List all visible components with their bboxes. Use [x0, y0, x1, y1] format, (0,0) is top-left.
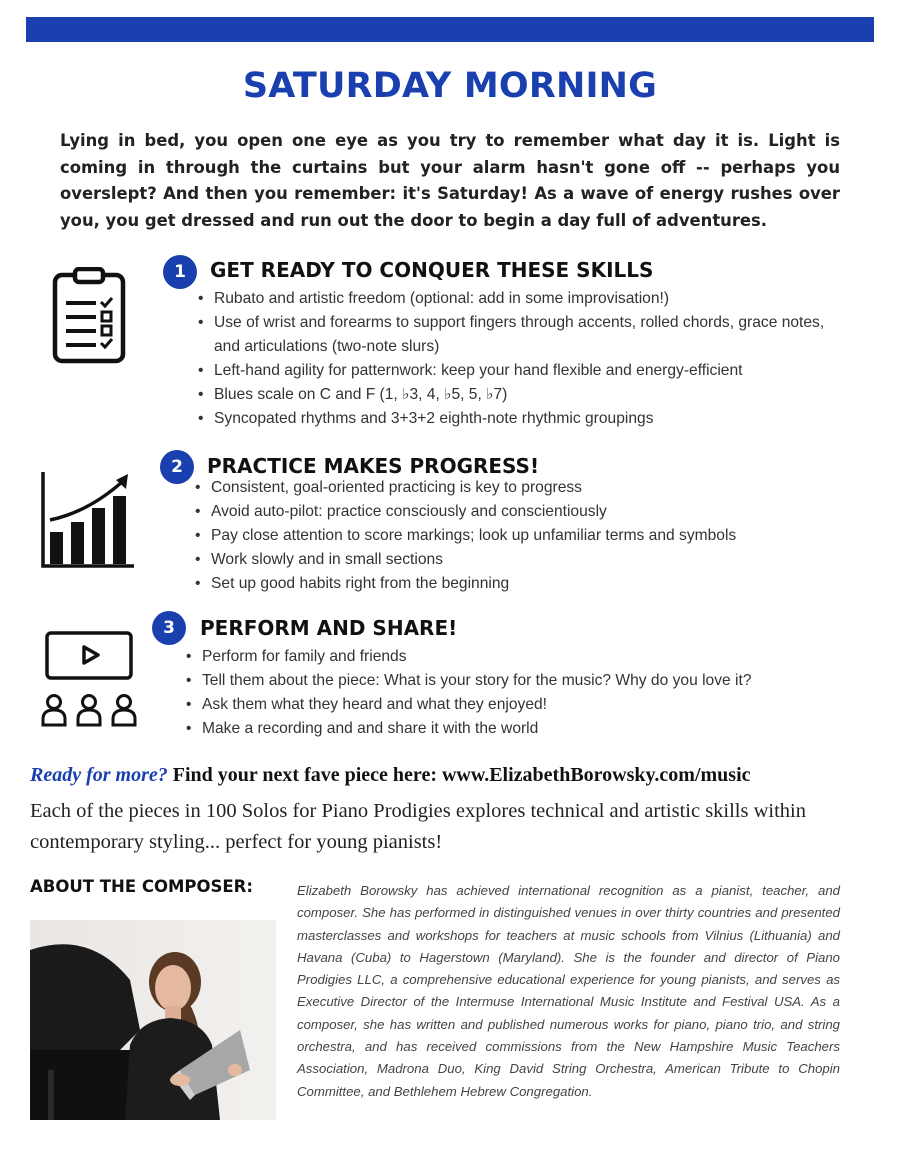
skills-list	[198, 287, 838, 431]
list-item: • Avoid auto-pilot: practice consciously and conscientiously	[195, 500, 835, 524]
list-item: • Work slowly and in small sections	[195, 548, 835, 572]
list-item: • Rubato and artistic freedom (optional: add in some improvisation!)	[198, 287, 838, 311]
list-item: • Blues scale on C and F (1, ♭3, 4, ♭5, 5, ♭7)	[198, 383, 838, 407]
section-number-badge: 3	[152, 611, 186, 645]
list-item: • Perform for family and friends	[186, 645, 836, 669]
list-item: • Left-hand agility for patternwork: keep your hand flexible and energy-efficient	[198, 359, 838, 383]
list-item: • Use of wrist and forearms to support fingers through accents, rolled chords, grace notes, and articulations (two-note slurs)	[198, 311, 838, 359]
section-heading: PERFORM AND SHARE!	[200, 616, 458, 640]
website-link-text[interactable]: Find your next fave piece here: www.ElizabethBorowsky.com/music	[172, 764, 751, 786]
section-number-badge: 1	[163, 255, 197, 289]
section-heading: GET READY TO CONQUER THESE SKILLS	[210, 258, 654, 282]
composer-bio: Elizabeth Borowsky has achieved international recognition as a pianist, teacher, and composer. She has performed in distinguished venues in over thirty countries and presented masterclasses and workshops for teachers at music schools from Vilnius (Lithuania) and Havana (Cuba) to Hagerstown (Maryland). She is the founder and director of Piano Prodigies LLC, a comprehensive educational experience for young pianists, and serves as Executive Director of the Intermuse International Music Institute and Festival USA. As a composer, she has written and published numerous works for piano, piano trio, and string orchestra, and has received commissions from the New Hampshire Music Teachers Association, Madrona Duo, King David String Orchestra, American Tribute to Chopin Committee, and Bethlehem Hebrew Congregation.	[297, 883, 840, 1099]
ready-emphasis: Ready for more?	[30, 764, 168, 786]
practice-list	[195, 476, 835, 596]
list-item: • Pay close attention to score markings; look up unfamiliar terms and symbols	[195, 524, 835, 548]
intro-paragraph: Lying in bed, you open one eye as you try to remember what day it is. Light is coming in through the curtains but your alarm hasn't gone off -- perhaps you overslept? And then you remember: it's Saturday! As a wave of energy rushes over you, you get dressed and run out the door to begin a day full of adventures.	[60, 131, 840, 230]
collection-description: Each of the pieces in 100 Solos for Piano Prodigies explores technical and artistic skills within contemporary styling... perfect for young pianists!	[30, 800, 806, 853]
video-audience-icon	[40, 631, 140, 731]
list-item: • Ask them what they heard and what they enjoyed!	[186, 693, 836, 717]
section-number-badge: 2	[160, 450, 194, 484]
section-heading: PRACTICE MAKES PROGRESS!	[207, 454, 540, 478]
perform-list	[186, 645, 836, 741]
list-item: • Syncopated rhythms and 3+3+2 eighth-note rhythmic groupings	[198, 407, 838, 431]
growth-chart-icon	[40, 470, 136, 570]
list-item: • Consistent, goal-oriented practicing is key to progress	[195, 476, 835, 500]
list-item: • Tell them about the piece: What is your story for the music? Why do you love it?	[186, 669, 836, 693]
list-item: • Set up good habits right from the beginning	[195, 572, 835, 596]
ready-for-more-line	[30, 764, 880, 787]
page-title: SATURDAY MORNING	[242, 66, 658, 106]
about-composer-heading: ABOUT THE COMPOSER:	[30, 877, 253, 896]
list-item: • Make a recording and and share it with the world	[186, 717, 836, 741]
clipboard-checklist-icon	[52, 267, 128, 365]
top-banner-bar	[26, 17, 874, 42]
composer-photo	[30, 920, 276, 1120]
